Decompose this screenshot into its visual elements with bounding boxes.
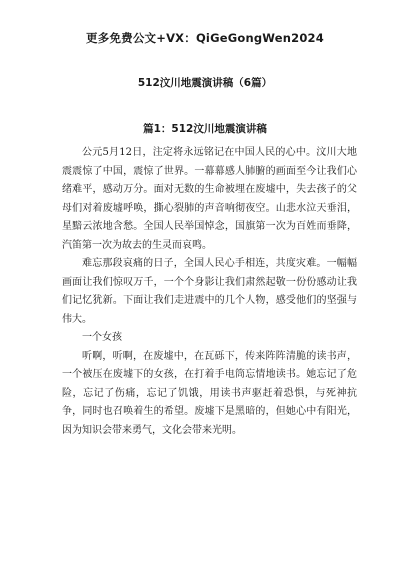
section-title: 篇1：512汶川地震演讲稿 [143, 123, 267, 135]
subheading: 一个女孩 [82, 332, 122, 343]
paragraph: 听啊，听啊，在废墟中，在瓦砾下，传来阵阵清脆的读书声，一个被压在废墟下的女孩，在打着手电筒忘情地读书。她忘记了危险，忘记了伤痛，忘记了饥饿，用读书声驱赶着恐惧，与死神抗争，同时也召唤着生的希望。废墟下是黑暗的，但她心中有阳光，因为知识会带来勇气，文化会带来光明。 [62, 350, 357, 436]
document-title: 512汶川地震演讲稿（6篇） [137, 77, 273, 89]
promo-header: 更多免费公文+VX：QiGeGongWen2024 [86, 31, 324, 45]
paragraph: 难忘那段哀痛的日子，全国人民心手相连，共度灾难。一幅幅画面让我们惊叹万千，一个个身影让我们肃然起敬一份份感动让我们记忆犹新。下面让我们走进震中的几个人物，感受他们的坚强与伟大。 [62, 258, 357, 325]
document-body [62, 144, 357, 440]
paragraph: 公元5月12日，注定将永远铭记在中国人民的心中。汶川大地震震惊了中国，震惊了世界。一幕幕感人肺腑的画面至今让我们心绪难平，感动万分。面对无数的生命被埋在废墟中，失去孩子的父母们对着废墟呼唤，撕心裂肺的声音响彻夜空。山悲水泣天垂泪，星黯云浓地含愁。全国人民举国悼念，国旗第一次为百姓而垂降，汽笛第一次为故去的生灵而哀鸣。 [62, 147, 357, 251]
